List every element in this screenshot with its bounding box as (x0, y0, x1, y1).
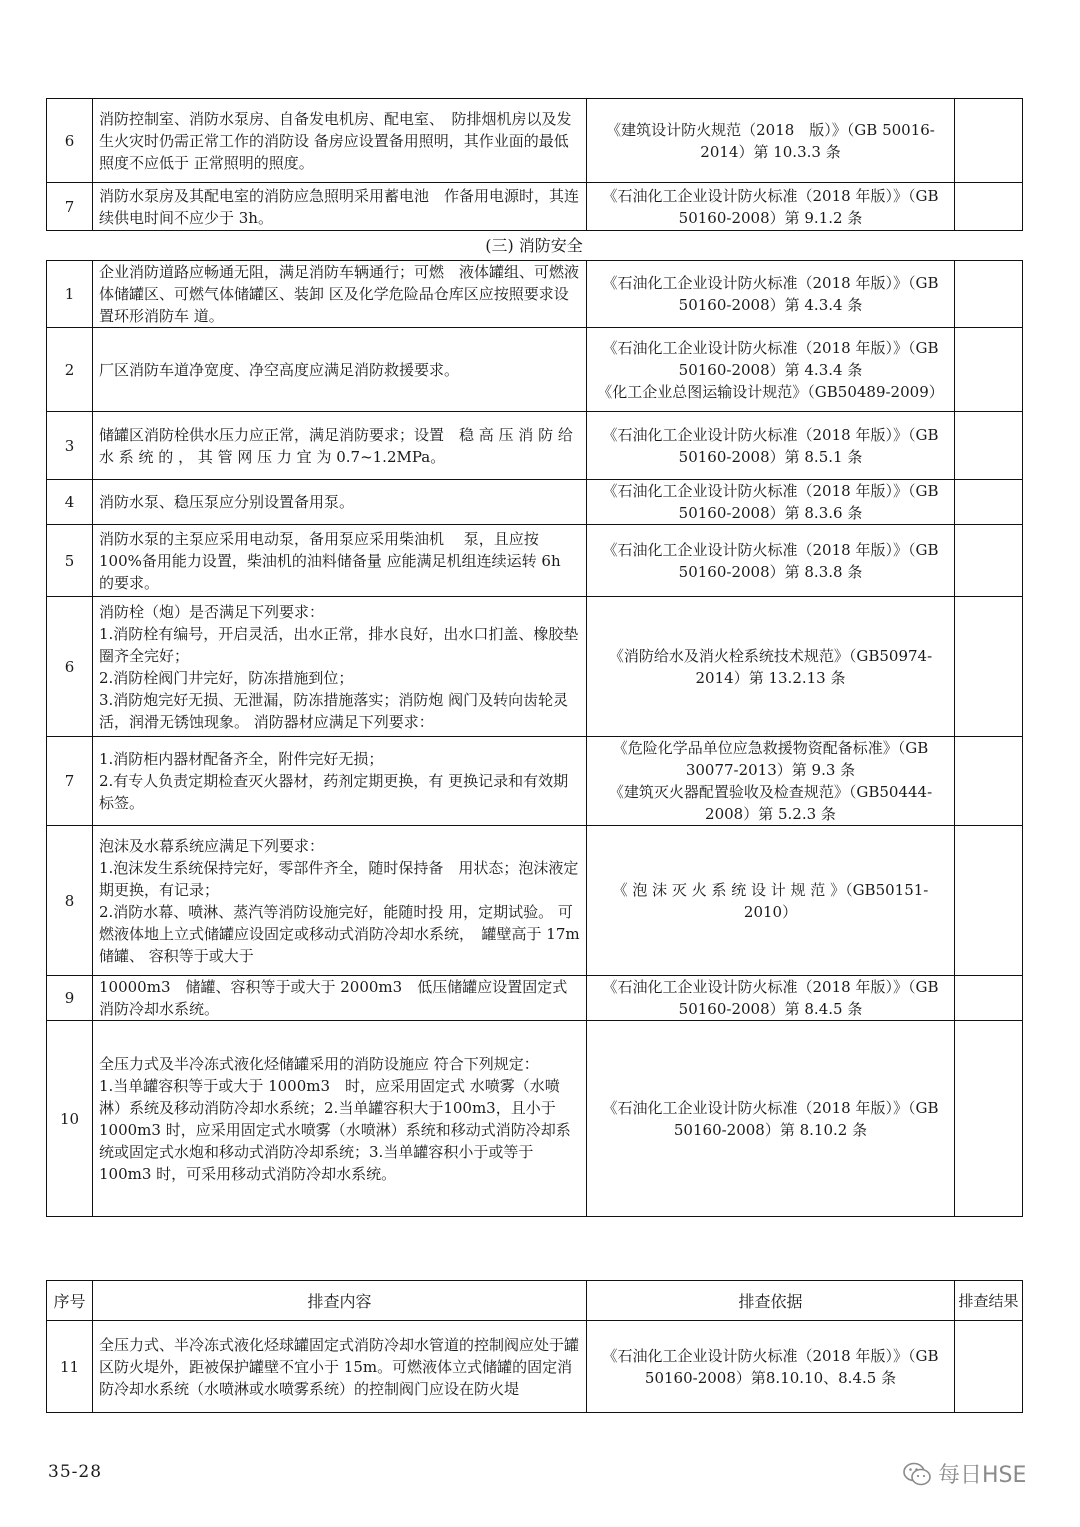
row-basis: 《石油化工企业设计防火标准（2018 年版）》（GB 50160-2008）第 8.4.5 条 (587, 976, 955, 1021)
row-number: 1 (47, 261, 93, 328)
table-row (47, 976, 1023, 1021)
row-content: 消防水泵房及其配电室的消防应急照明采用蓄电池 作备用电源时，其连续供电时间不应少于 3h。 (93, 183, 587, 231)
fire-safety-table (46, 260, 1023, 1217)
table-row (47, 1321, 1023, 1413)
row-basis: 《石油化工企业设计防火标准（2018 年版）》（GB 50160-2008）第 8.5.1 条 (587, 412, 955, 480)
row-result (955, 328, 1023, 412)
row-number: 7 (47, 737, 93, 826)
row-number: 6 (47, 99, 93, 183)
row-result (955, 525, 1023, 597)
row-result (955, 261, 1023, 328)
table-row (47, 525, 1023, 597)
row-basis: 《建筑设计防火规范（2018 版）》（GB 50016-2014）第 10.3.3 条 (587, 99, 955, 183)
table-row (47, 261, 1023, 328)
watermark (902, 1458, 1026, 1489)
row-number: 4 (47, 480, 93, 525)
row-result (955, 480, 1023, 525)
table-row (47, 480, 1023, 525)
page-number: 35-28 (48, 1462, 103, 1482)
table-row (47, 737, 1023, 826)
row-basis: 《石油化工企业设计防火标准（2018 年版）》（GB 50160-2008）第 8.10.2 条 (587, 1021, 955, 1217)
row-result (955, 597, 1023, 737)
row-result (955, 412, 1023, 480)
watermark-text: 每日HSE (938, 1463, 1027, 1488)
table-header-row (47, 1281, 1023, 1321)
row-content: 消防栓（炮）是否满足下列要求： 1.消防栓有编号，开启灵活，出水正常，排水良好，出水口扪盖、橡胶垫圈齐全完好； 2.消防栓阀门井完好，防冻措施到位； 3.消防炮完好无损、无泄漏，防冻措施落实；消防炮 阀门及转向齿轮灵活，润滑无锈蚀现象。 消防器材应满足下列要求： (93, 597, 587, 737)
row-result (955, 976, 1023, 1021)
table-row (47, 183, 1023, 231)
wechat-icon (902, 1461, 932, 1487)
row-basis: 《石油化工企业设计防火标准（2018 年版）》（GB 50160-2008）第 4.3.4 条 (587, 261, 955, 328)
inspection-table-next (46, 1280, 1023, 1413)
row-basis: 《石油化工企业设计防火标准（2018 年版）》（GB 50160-2008）第 8.3.8 条 (587, 525, 955, 597)
row-basis: 《石油化工企业设计防火标准（2018 年版）》（GB 50160-2008）第 4.3.4 条 《化工企业总图运输设计规范》（GB50489-2009） (587, 328, 955, 412)
row-basis: 《石油化工企业设计防火标准（2018 年版）》（GB 50160-2008）第 9.1.2 条 (587, 183, 955, 231)
row-content: 泡沫及水幕系统应满足下列要求： 1.泡沫发生系统保持完好，零部件齐全，随时保持备 用状态；泡沫液定期更换，有记录； 2.消防水幕、喷淋、蒸汽等消防设施完好，能随时投 用，定期试验。 可燃液体地上立式储罐应设固定或移动式消防冷却水系统， 罐壁高于 17m 储罐、 容积等于或大于 (93, 826, 587, 976)
header-content: 排查内容 (93, 1281, 587, 1321)
row-content: 1.消防柜内器材配备齐全，附件完好无损； 2.有专人负责定期检查灭火器材，药剂定期更换，有 更换记录和有效期标签。 (93, 737, 587, 826)
header-basis: 排查依据 (587, 1281, 955, 1321)
row-basis: 《消防给水及消火栓系统技术规范》（GB50974-2014）第 13.2.13 条 (587, 597, 955, 737)
row-result (955, 1321, 1023, 1413)
table-row (47, 412, 1023, 480)
row-number: 9 (47, 976, 93, 1021)
row-number: 6 (47, 597, 93, 737)
table-row (47, 99, 1023, 183)
row-content: 消防水泵、稳压泵应分别设置备用泵。 (93, 480, 587, 525)
header-result: 排查结果 (955, 1281, 1023, 1321)
row-number: 7 (47, 183, 93, 231)
row-result (955, 737, 1023, 826)
row-content: 消防控制室、消防水泵房、自备发电机房、配电室、 防排烟机房以及发生火灾时仍需正常工作的消防设 备房应设置备用照明，其作业面的最低照度不应低于 正常照明的照度。 (93, 99, 587, 183)
row-result (955, 1021, 1023, 1217)
row-content: 储罐区消防栓供水压力应正常，满足消防要求；设置 稳 高 压 消 防 给 水 系 统 的 ， 其 管 网 压 力 宜 为 0.7~1.2MPa。 (93, 412, 587, 480)
table-row (47, 826, 1023, 976)
row-content: 厂区消防车道净宽度、净空高度应满足消防救援要求。 (93, 328, 587, 412)
row-basis: 《石油化工企业设计防火标准（2018 年版）》（GB 50160-2008）第 8.3.6 条 (587, 480, 955, 525)
row-content: 消防水泵的主泵应采用电动泵，备用泵应采用柴油机 泵，且应按 100%备用能力设置，柴油机的油料储备量 应能满足机组连续运转 6h 的要求。 (93, 525, 587, 597)
section-title: (三) 消防安全 (485, 236, 583, 255)
row-number: 2 (47, 328, 93, 412)
row-result (955, 183, 1023, 231)
header-no: 序号 (47, 1281, 93, 1321)
table-row (47, 597, 1023, 737)
row-number: 3 (47, 412, 93, 480)
row-result (955, 826, 1023, 976)
row-content: 10000m3 储罐、容积等于或大于 2000m3 低压储罐应设置固定式消防冷却水系统。 (93, 976, 587, 1021)
table-row (47, 1021, 1023, 1217)
row-content: 全压力式及半冷冻式液化烃储罐采用的消防设施应 符合下列规定： 1.当单罐容积等于或大于 1000m3 时，应采用固定式 水喷雾（水喷淋）系统及移动消防冷却水系统；2.当单罐容积大于100m3，且小于1000m3 时，应采用固定式水喷雾（水喷淋）系统和移动式消防冷却系统或固定式水炮和移动式消防冷却系统；3.当单罐容积小于或等于100m3 时，可采用移动式消防冷却水系统。 (93, 1021, 587, 1217)
row-basis: 《石油化工企业设计防火标准（2018 年版）》（GB 50160-2008）第8.10.10、8.4.5 条 (587, 1321, 955, 1413)
row-number: 10 (47, 1021, 93, 1217)
row-basis: 《危险化学品单位应急救援物资配备标准》（GB 30077-2013）第 9.3 条 《建筑灭火器配置验收及检查规范》（GB50444-2008）第 5.2.3 条 (587, 737, 955, 826)
row-number: 11 (47, 1321, 93, 1413)
row-result (955, 99, 1023, 183)
row-number: 8 (47, 826, 93, 976)
table-row (47, 328, 1023, 412)
row-content: 企业消防道路应畅通无阻，满足消防车辆通行；可燃 液体罐组、可燃液体储罐区、可燃气体储罐区、装卸 区及化学危险品仓库区应按照要求设置环形消防车 道。 (93, 261, 587, 328)
row-content: 全压力式、半冷冻式液化烃球罐固定式消防冷却水管道的控制阀应处于罐区防火堤外，距被保护罐壁不宜小于 15m。可燃液体立式储罐的固定消防冷却水系统（水喷淋或水喷雾系统）的控制阀门应设在防火堤 (93, 1321, 587, 1413)
row-basis: 《 泡 沫 灭 火 系 统 设 计 规 范 》（GB50151-2010） (587, 826, 955, 976)
row-number: 5 (47, 525, 93, 597)
inspection-table-continued (46, 98, 1023, 231)
